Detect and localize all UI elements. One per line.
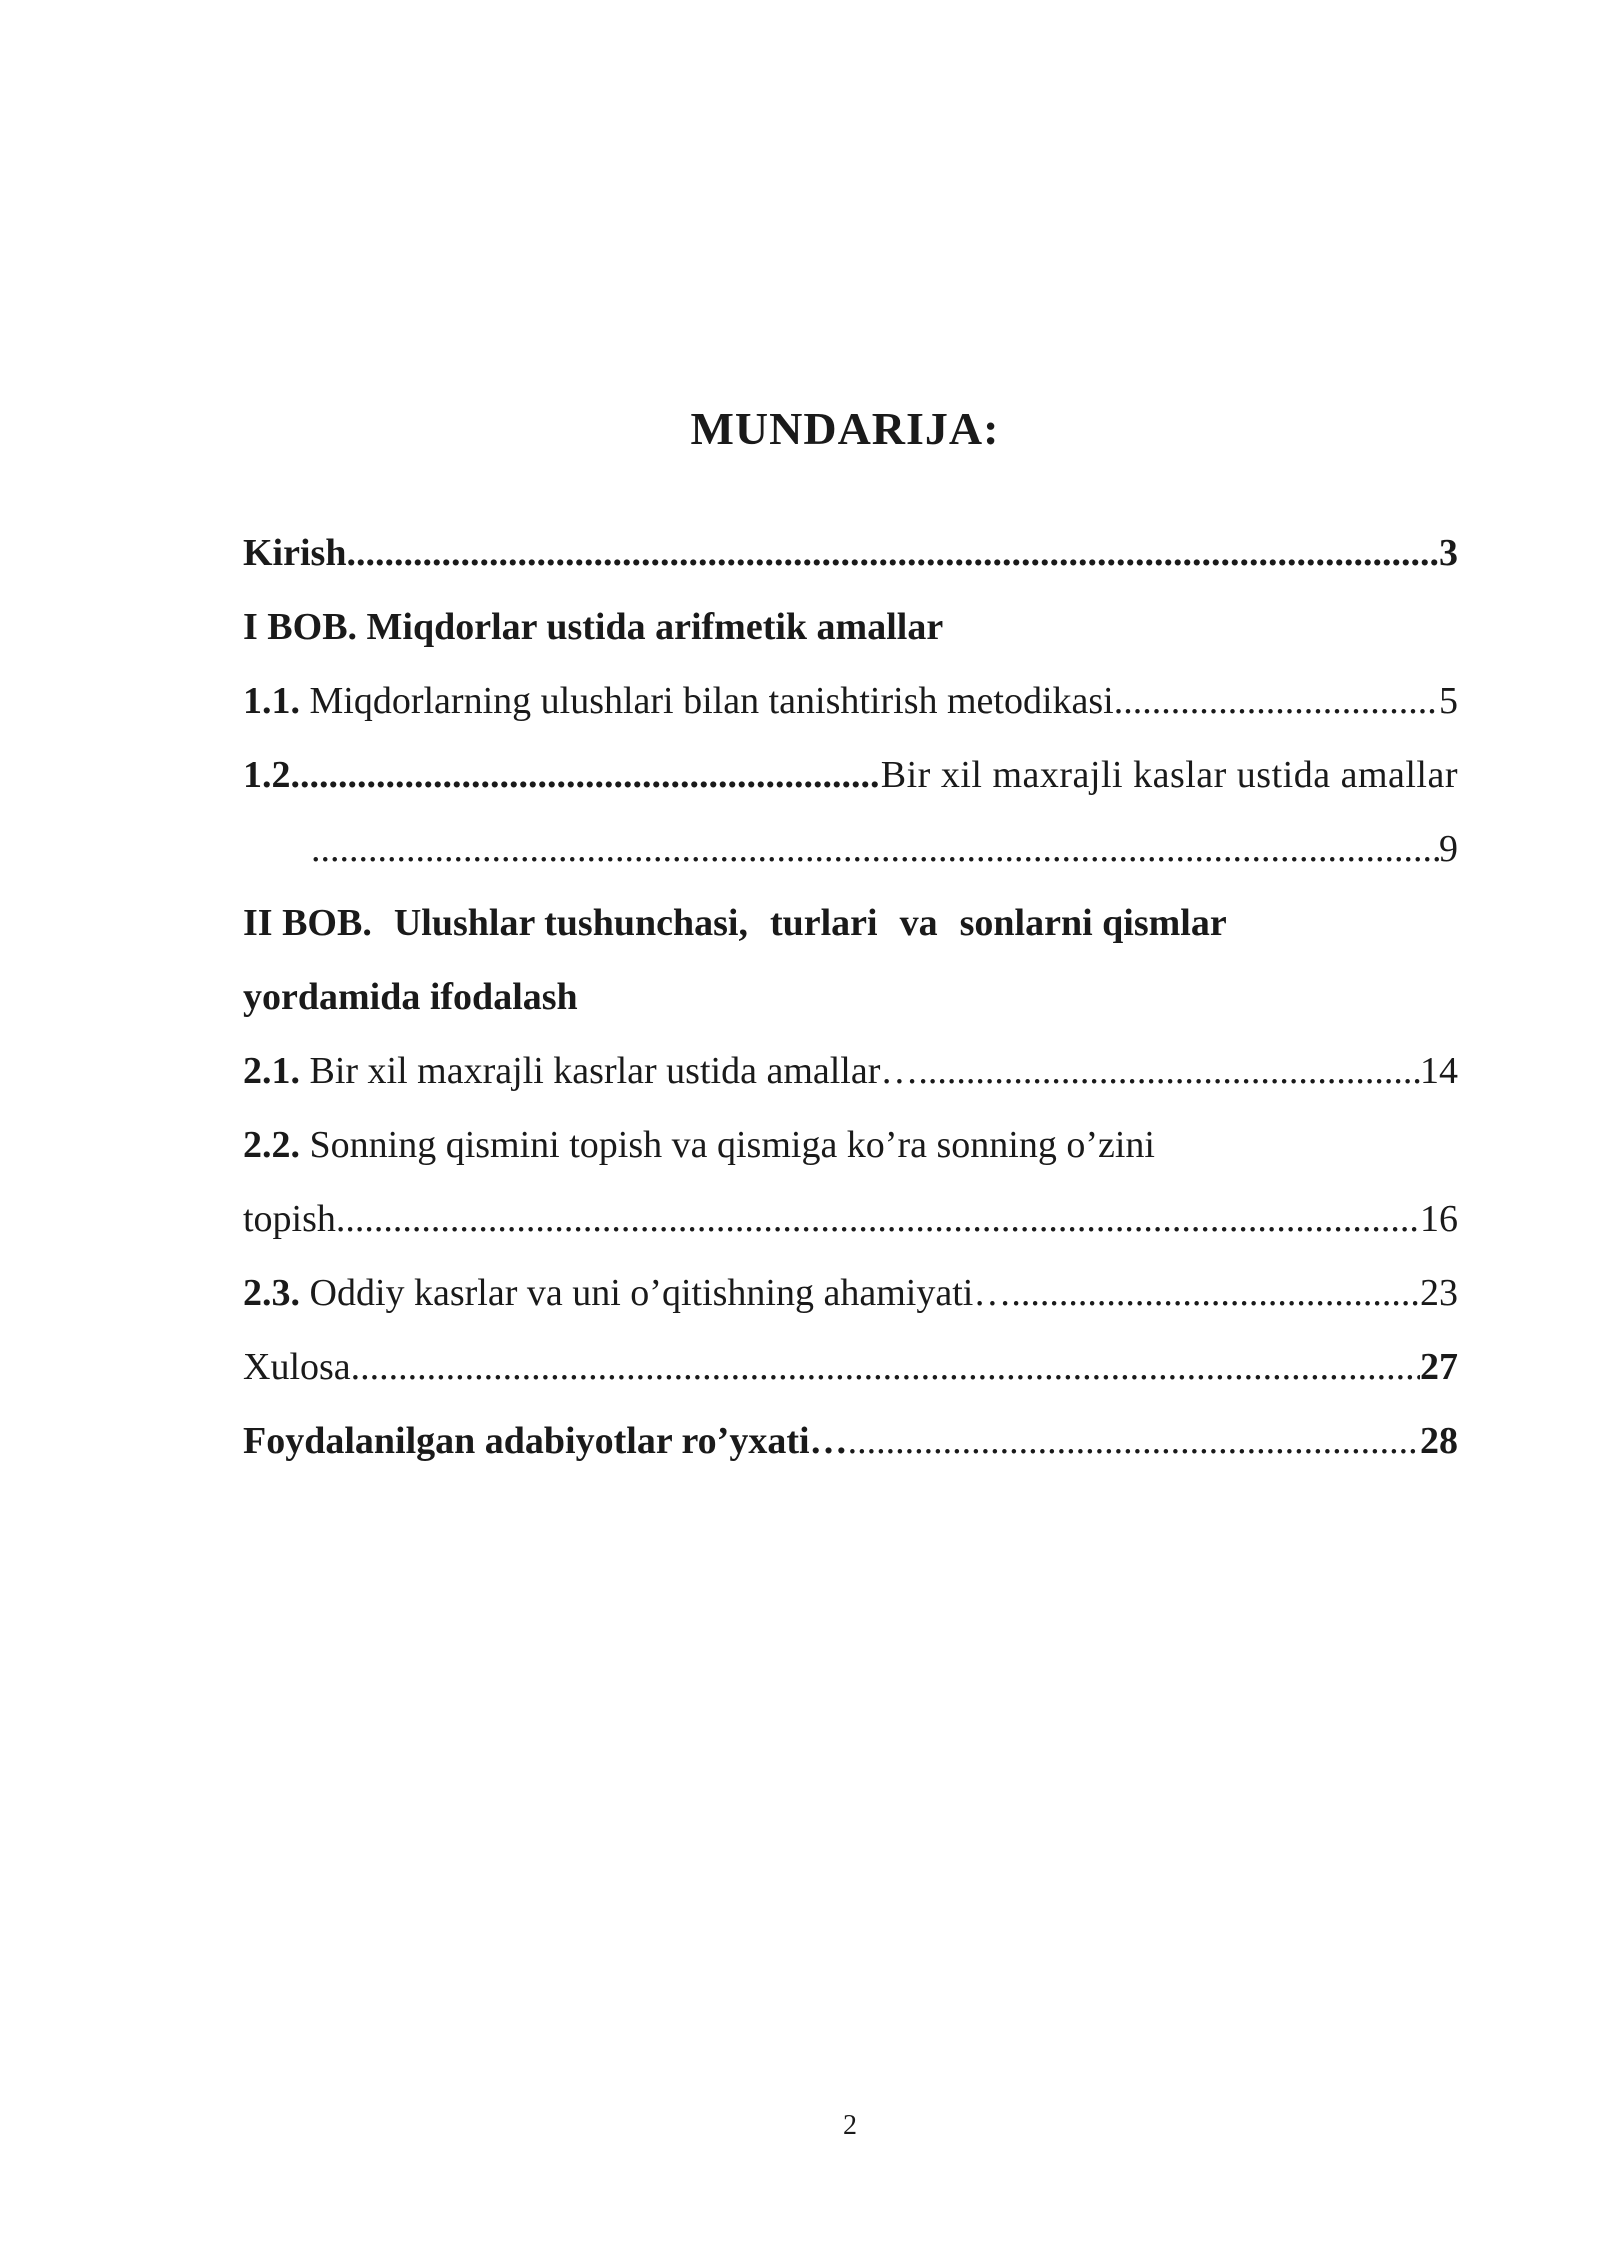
toc-entry-page: 9 xyxy=(1439,828,1458,870)
dot-leader xyxy=(351,1330,1420,1404)
toc-chapter-1[interactable] xyxy=(243,590,1458,664)
toc-entry-2-2-continued[interactable] xyxy=(243,1182,1458,1256)
toc-entry-2-2[interactable] xyxy=(243,1108,1458,1182)
section-number: 2.1. xyxy=(243,1050,300,1092)
dot-leader xyxy=(346,516,1439,590)
toc-entry-2-3[interactable] xyxy=(243,1256,1458,1330)
section-number: 1.1. xyxy=(243,680,300,722)
section-number: 1.2 xyxy=(243,754,291,796)
chapter-word: II BOB. xyxy=(243,902,372,944)
toc-entry-adabiyotlar[interactable] xyxy=(243,1404,1458,1478)
toc-entry-label: Xulosa xyxy=(243,1346,351,1388)
toc-entry-page: 28 xyxy=(1420,1420,1458,1462)
toc-entry-label: Miqdorlarning ulushlari bilan tanishtirish metodikasi xyxy=(309,680,1114,722)
toc-entry-label: Bir xil maxrajli kasrlar ustida amallar… xyxy=(309,1050,919,1092)
chapter-word: Ulushlar tushunchasi, xyxy=(393,902,748,944)
toc-entry-page: 16 xyxy=(1420,1198,1458,1240)
page-title: MUNDARIJA: xyxy=(690,403,1000,454)
toc-entry-kirish[interactable] xyxy=(243,516,1458,590)
toc-entry-label: Sonning qismini topish va qismiga ko’ra sonning o’zini xyxy=(309,1124,1155,1166)
chapter-word: va xyxy=(899,902,938,944)
dot-leader xyxy=(336,1182,1420,1256)
dot-leader xyxy=(1011,1256,1420,1330)
toc-entry-xulosa[interactable] xyxy=(243,1330,1458,1404)
table-of-contents xyxy=(243,516,1458,1478)
section-number: 2.2. xyxy=(243,1124,300,1166)
chapter-word: sonlarni qismlar xyxy=(959,902,1227,944)
dot-leader xyxy=(311,812,1439,886)
toc-entry-1-1[interactable] xyxy=(243,664,1458,738)
toc-entry-label: topish xyxy=(243,1198,336,1240)
chapter-title: I BOB. Miqdorlar ustida arifmetik amallar xyxy=(243,606,944,648)
toc-entry-label: Kirish xyxy=(243,532,347,574)
toc-chapter-2-continued[interactable] xyxy=(243,960,1458,1034)
dot-leader xyxy=(918,1034,1420,1108)
page-number: 2 xyxy=(843,2110,857,2141)
dot-leader xyxy=(291,738,881,812)
chapter-title-line2: yordamida ifodalash xyxy=(243,976,578,1018)
toc-entry-1-2-continued[interactable] xyxy=(243,812,1458,886)
toc-entry-page: 23 xyxy=(1420,1272,1458,1314)
toc-entry-2-1[interactable] xyxy=(243,1034,1458,1108)
toc-chapter-2[interactable] xyxy=(243,886,1458,960)
toc-entry-page: 27 xyxy=(1420,1346,1458,1388)
section-number: 2.3. xyxy=(243,1272,300,1314)
toc-entry-page: 14 xyxy=(1420,1050,1458,1092)
toc-entry-page: 3 xyxy=(1439,532,1458,574)
chapter-word: turlari xyxy=(769,902,878,944)
toc-entry-label: Bir xil maxrajli kaslar ustida amallar xyxy=(880,754,1458,796)
toc-entry-label: Foydalanilgan adabiyotlar ro’yxati… xyxy=(243,1420,848,1462)
toc-entry-label: Oddiy kasrlar va uni o’qitishning ahamiyati… xyxy=(309,1272,1012,1314)
dot-leader xyxy=(848,1404,1420,1478)
dot-leader xyxy=(1114,664,1439,738)
toc-entry-1-2[interactable] xyxy=(243,738,1458,812)
toc-entry-page: 5 xyxy=(1439,680,1458,722)
